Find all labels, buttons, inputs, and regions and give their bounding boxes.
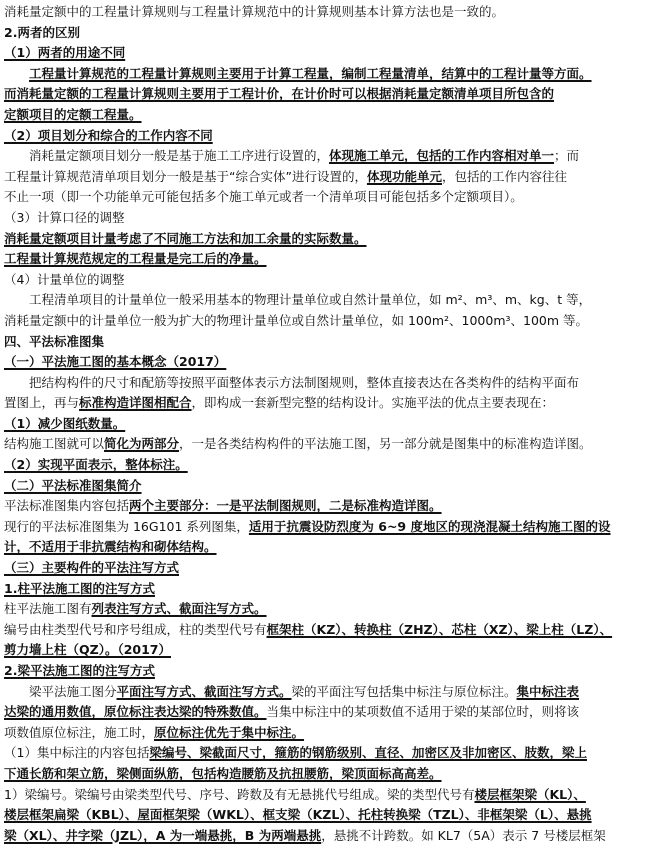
emphasis-text: （2）项目划分和综合的工作内容不同 (4, 127, 213, 143)
body-text: （1）集中标注的内容包括 (4, 745, 150, 761)
body-text: 消耗量定额中的工程量计算规则与工程量计算规范中的计算规则基本计算方法也是一致的。 (4, 4, 505, 19)
emphasis-text: 1.柱平法施工图的注写方式 (4, 580, 155, 596)
text-line (4, 105, 663, 126)
text-line (4, 599, 663, 620)
body-text: 平法标准图集内容包括 (4, 498, 130, 514)
emphasis-text: 剪力墙上柱（QZ）。（2017） (4, 642, 171, 658)
text-line (4, 496, 663, 517)
emphasis-text: 消耗量定额项目计量考虑了不同施工方法和加工余量的实际数量。 (4, 230, 367, 246)
text-line (4, 640, 663, 661)
text-line (4, 785, 663, 806)
emphasis-text: （2）实现平面表示，整体标注。 (4, 457, 188, 473)
emphasis-text: 工程量计算规范的工程量计算规则主要用于计算工程量，编制工程量清单，结算中的工程计量等方面。 (29, 65, 592, 81)
body-text: 现行的平法标准图集为 16G101 系列图集， (4, 518, 249, 534)
body-text: 把结构构件的尺寸和配筋等按照平面整体表示方法制图规则，整体直接表达在各类构件的结构平面布 (29, 374, 580, 390)
body-text: 1）梁编号。梁编号由梁类型代号、序号、跨数及有无悬挑代号组成。梁的类型代号有 (4, 786, 475, 802)
body-text: ，悬挑不计跨数。如 KL7（5A）表示 7 号楼层框架 (321, 827, 606, 843)
text-line (4, 290, 663, 311)
emphasis-text: 体现施工单元，包括的工作内容相对单一 (329, 148, 555, 164)
section-heading (4, 558, 663, 579)
text-line (4, 764, 663, 785)
text-line (4, 311, 663, 332)
emphasis-text: 楼层框架扁梁（KBL）、屋面框架梁（WKL）、框支梁（KZL）、托柱转换梁（TZL）、非框架梁（L）、悬挑 (4, 807, 592, 823)
emphasis-text: 标准构造详图相配合 (79, 395, 192, 411)
emphasis-text: 框架柱（KZ）、转换柱（ZHZ）、芯柱（XZ）、梁上柱（LZ）、 (266, 621, 613, 637)
body-text: 置图上，再与 (4, 395, 80, 411)
emphasis-text: 工程量计算规范规定的工程量是完工后的净量。 (4, 251, 267, 267)
emphasis-text: 平面注写方式、截面注写方式。 (116, 683, 292, 699)
text-line (4, 249, 663, 270)
text-line (4, 805, 663, 826)
emphasis-text: 梁编号、梁截面尺寸，箍筋的钢筋级别、直径、加密区及非加密区、肢数，梁上 (149, 745, 587, 761)
text-line (4, 167, 663, 188)
emphasis-text: （三）主要构件的平法注写方式 (4, 560, 180, 576)
text-line (4, 187, 663, 208)
text-line (4, 2, 663, 23)
text-line (4, 517, 663, 538)
text-line (4, 434, 663, 455)
emphasis-text: 体现功能单元 (366, 168, 442, 184)
emphasis-text: 2.梁平法施工图的注写方式 (4, 663, 155, 678)
section-heading (4, 23, 663, 44)
emphasis-text: 计，不适用于非抗震结构和砌体结构。 (4, 539, 217, 555)
body-text: 柱平法施工图有 (4, 601, 92, 617)
emphasis-text: 简化为两部分 (104, 436, 180, 452)
body-text: 不止一项（即一个功能单元可能包括多个施工单元或者一个清单项目可能包括多个定额项目）。 (4, 189, 523, 205)
text-line (4, 743, 663, 764)
body-text: 结构施工图就可以 (4, 436, 105, 452)
body-text: 工程清单项目的计量单位一般采用基本的物理计量单位或自然计量单位，如 m²、m³、m、kg、t 等， (29, 292, 592, 308)
emphasis-text: 集中标注表 (516, 683, 580, 699)
section-heading (4, 414, 663, 435)
emphasis-text: （二）平法标准图集简介 (4, 477, 142, 493)
emphasis-text: 梁（XL）、井字梁（JZL），A 为一端悬挑，B 为两端悬挑 (4, 827, 322, 843)
emphasis-text: 而消耗量定额的工程量计算规则主要用于工程计价，在计价时可以根据消耗量定额清单项目所包含的 (4, 86, 555, 102)
emphasis-text: 列表注写方式、截面注写方式。 (91, 601, 267, 617)
body-text: 梁的平面注写包括集中标注与原位标注。 (291, 683, 517, 699)
body-text: （4）计量单位的调整 (4, 271, 125, 287)
emphasis-text: 下通长筋和架立筋，梁侧面纵筋，包括构造腰筋及抗扭腰筋，梁顶面标高高差。 (4, 765, 442, 781)
text-line (4, 393, 663, 414)
section-heading (4, 332, 663, 353)
body-text: ；而 (554, 148, 580, 164)
body-text: 2.两者的区别 (4, 24, 80, 40)
section-heading (4, 352, 663, 373)
emphasis-text: 原位标注优先于集中标注。 (154, 724, 305, 740)
text-line (4, 373, 663, 394)
text-line (4, 537, 663, 558)
text-line (4, 84, 663, 105)
text-line (4, 682, 663, 703)
emphasis-text: 达梁的通用数值，原位标注表达梁的特殊数值。 (4, 704, 267, 720)
body-text: ，一是各类结构构件的平法施工图，另一部分就是图集中的标准构造详图。 (179, 436, 592, 452)
emphasis-text: 定额项目的定额工程量。 (4, 106, 142, 122)
body-text: 编号由柱类型代号和序号组成，柱的类型代号有 (4, 621, 267, 637)
body-text: （3）计算口径的调整 (4, 209, 125, 225)
section-heading (4, 43, 663, 64)
body-text: 当集中标注中的某项数值不适用于梁的某部位时，则将该 (266, 704, 580, 720)
text-line (4, 229, 663, 250)
emphasis-text: （1）两者的用途不同 (4, 45, 126, 61)
section-heading (4, 476, 663, 497)
text-line (4, 64, 663, 85)
body-text: 消耗量定额项目划分一般是基于施工工序进行设置的， (29, 148, 330, 164)
section-heading (4, 126, 663, 147)
section-heading (4, 455, 663, 476)
text-line (4, 270, 663, 291)
text-line (4, 723, 663, 744)
text-line (4, 208, 663, 229)
text-line (4, 702, 663, 723)
emphasis-text: （1）减少图纸数量。 (4, 415, 126, 431)
text-line (4, 146, 663, 167)
body-text: ，包括的工作内容往往 (441, 168, 567, 184)
emphasis-text: 两个主要部分：一是平法制图规则，二是标准构造详图。 (129, 498, 442, 514)
emphasis-text: （一）平法施工图的基本概念（2017） (4, 354, 227, 370)
emphasis-text: 楼层框架梁（KL）、 (474, 786, 586, 802)
body-text: 梁平法施工图分 (29, 683, 117, 699)
text-line (4, 826, 663, 847)
section-heading (4, 661, 663, 682)
body-text: 工程量计算规范清单项目划分一般是基于“综合实体”进行设置的， (4, 168, 367, 184)
body-text: 项数值原位标注，施工时， (4, 724, 155, 740)
body-text: ，即构成一套新型完整的结构设计。实施平法的优点主要表现在： (191, 395, 555, 411)
emphasis-text: 适用于抗震设防烈度为 6~9 度地区的现浇混凝土结构施工图的设 (248, 518, 611, 534)
document-body (4, 2, 663, 846)
text-line (4, 620, 663, 641)
body-text: 消耗量定额中的计量单位一般为扩大的物理计量单位或自然计量单位，如 100m²、1000m³、100m 等。 (4, 312, 589, 328)
section-heading (4, 579, 663, 600)
body-text: 四、平法标准图集 (4, 333, 105, 349)
